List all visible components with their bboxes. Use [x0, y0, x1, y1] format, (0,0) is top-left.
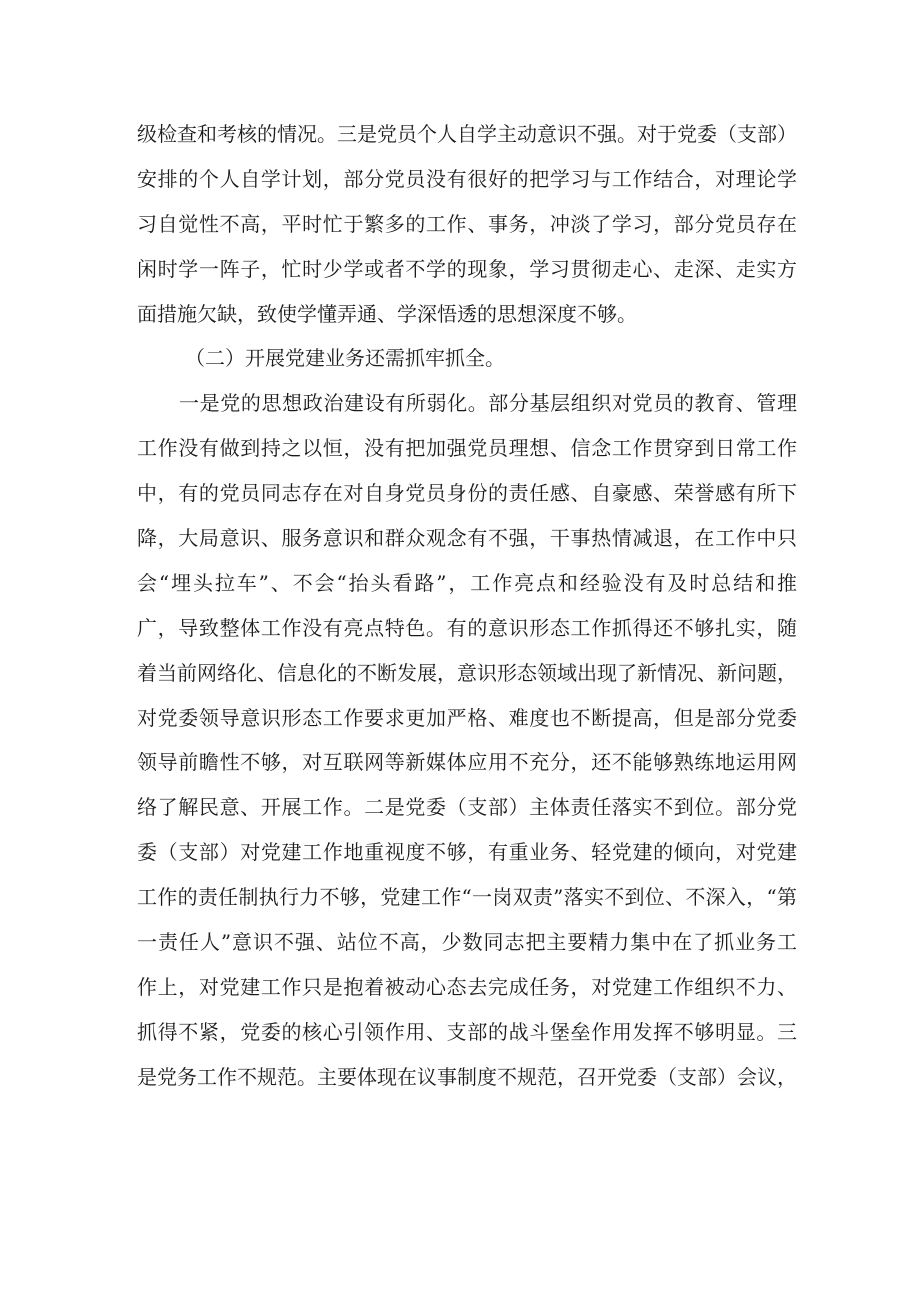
text-line: 工作的责任制执行力不够，党建工作“一岗双责”落实不到位、不深入，“第 — [137, 885, 797, 910]
text-line: 工作没有做到持之以恒，没有把加强党员理想、信念工作贯穿到日常工作 — [137, 436, 797, 461]
text-line: 是党务工作不规范。主要体现在议事制度不规范，召开党委（支部）会议， — [137, 1064, 797, 1089]
text-line: 会“埋头拉车”、不会“抬头看路”，工作亮点和经验没有及时总结和推 — [137, 570, 797, 595]
text-line: 对党委领导意识形态工作要求更加严格、难度也不断提高，但是部分党委 — [137, 705, 797, 730]
text-line: 着当前网络化、信息化的不断发展，意识形态领域出现了新情况、新问题， — [137, 660, 797, 685]
section-heading: （二）开展党建业务还需抓牢抓全。 — [185, 346, 505, 371]
text-line: 中，有的党员同志存在对自身党员身份的责任感、自豪感、荣誉感有所下 — [137, 481, 797, 506]
text-line: 面措施欠缺，致使学懂弄通、学深悟透的思想深度不够。 — [137, 301, 637, 326]
text-line: 抓得不紧，党委的核心引领作用、支部的战斗堡垒作用发挥不够明显。三 — [137, 1019, 797, 1044]
text-line: 一责任人”意识不强、站位不高，少数同志把主要精力集中在了抓业务工 — [137, 930, 797, 955]
text-line: 闲时学一阵子，忙时少学或者不学的现象，学习贯彻走心、走深、走实方 — [137, 256, 797, 281]
text-line: 降，大局意识、服务意识和群众观念有不强，干事热情减退，在工作中只 — [137, 526, 797, 551]
text-line: 络了解民意、开展工作。二是党委（支部）主体责任落实不到位。部分党 — [137, 795, 797, 820]
text-line: 级检查和考核的情况。三是党员个人自学主动意识不强。对于党委（支部） — [137, 122, 797, 146]
text-line: 广，导致整体工作没有亮点特色。有的意识形态工作抓得还不够扎实，随 — [137, 615, 797, 640]
text-line: 委（支部）对党建工作地重视度不够，有重业务、轻党建的倾向，对党建 — [137, 840, 797, 865]
text-line: 安排的个人自学计划，部分党员没有很好的把学习与工作结合，对理论学 — [137, 166, 797, 191]
text-line: 作上，对党建工作只是抱着被动心态去完成任务，对党建工作组织不力、 — [137, 974, 797, 999]
text-line: 领导前瞻性不够，对互联网等新媒体应用不充分，还不能够熟练地运用网 — [137, 750, 797, 775]
text-line: 习自觉性不高，平时忙于繁多的工作、事务，冲淡了学习，部分党员存在 — [137, 211, 797, 236]
document-text — [137, 112, 797, 1100]
text-line: 一是党的思想政治建设有所弱化。部分基层组织对党员的教育、管理 — [179, 391, 797, 416]
